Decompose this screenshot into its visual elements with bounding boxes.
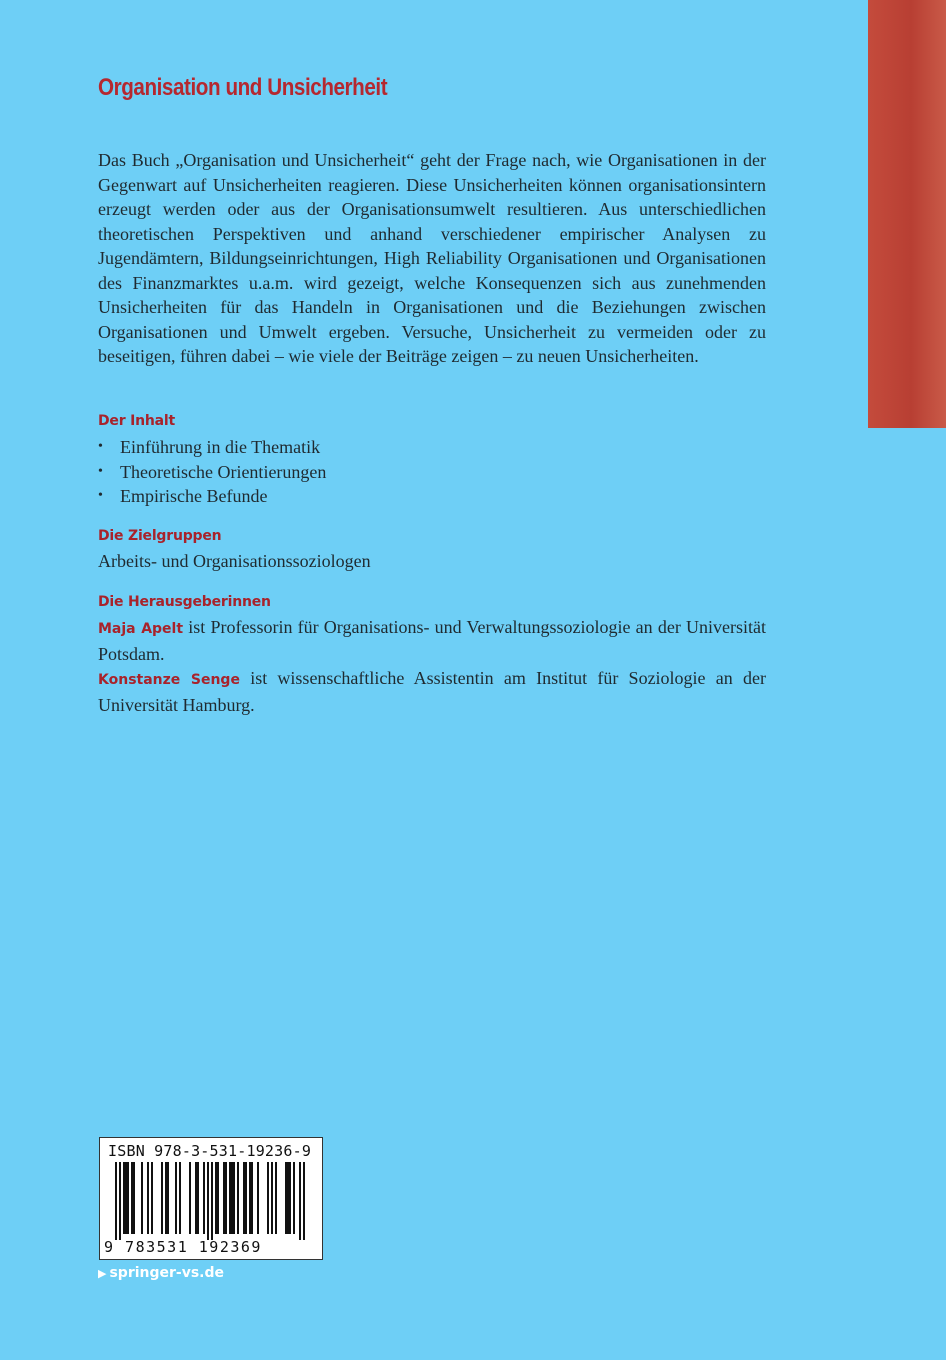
editor-name: Konstanze Senge xyxy=(98,672,240,688)
barcode-bar xyxy=(133,1162,135,1234)
list-item xyxy=(98,484,326,509)
editor-description: ist Professorin für Organisations- und Verwaltungssoziologie an der Universität Potsdam. xyxy=(98,617,767,664)
barcode-bar xyxy=(119,1162,121,1240)
list-item-text: Einführung in die Thematik xyxy=(120,437,321,457)
red-spine-band xyxy=(868,0,946,428)
isbn-label: ISBN 978-3-531-19236-9 xyxy=(108,1142,312,1160)
list-item-text: Empirische Befunde xyxy=(120,486,268,506)
audience-text: Arbeits- und Organisationssoziologen xyxy=(98,551,371,571)
editors-section xyxy=(98,615,766,717)
barcode-bar xyxy=(167,1162,169,1234)
book-title: Organisation und Unsicherheit xyxy=(98,74,388,101)
barcode-digits: 9 783531 192369 xyxy=(104,1238,262,1256)
publisher-url: springer-vs.de xyxy=(109,1265,225,1281)
barcode-bar xyxy=(141,1162,143,1234)
barcode-bar xyxy=(175,1162,177,1234)
barcode-bar xyxy=(275,1162,277,1234)
barcode-bar xyxy=(151,1162,153,1234)
contents-list xyxy=(98,435,326,509)
barcode-bar xyxy=(127,1162,129,1234)
list-item xyxy=(98,460,326,485)
barcode-bar xyxy=(267,1162,269,1234)
barcode-bar xyxy=(303,1162,305,1240)
barcode-bar xyxy=(215,1162,217,1234)
bullet-icon: • xyxy=(98,463,103,479)
barcode-bar xyxy=(189,1162,191,1234)
arrow-right-icon: ▶ xyxy=(98,1267,107,1280)
list-item xyxy=(98,435,326,460)
barcode-bar xyxy=(179,1162,181,1234)
barcode-bar xyxy=(237,1162,239,1234)
publisher-link[interactable] xyxy=(98,1265,224,1281)
barcode-bar xyxy=(285,1162,287,1234)
editor-entry xyxy=(98,615,766,666)
editor-description: ist wissenschaftliche Assistentin am Institut für Soziologie an der Universität Hamburg. xyxy=(98,668,766,715)
barcode-bar xyxy=(233,1162,235,1234)
editor-name: Maja Apelt xyxy=(98,621,184,637)
barcode-bar xyxy=(289,1162,291,1234)
barcode-bar xyxy=(195,1162,197,1234)
barcode-bar xyxy=(203,1162,205,1234)
isbn-barcode xyxy=(99,1137,323,1260)
list-item-text: Theoretische Orientierungen xyxy=(120,461,327,482)
barcode-bar xyxy=(271,1162,273,1234)
book-description: Das Buch „Organisation und Unsicherheit“ geht der Frage nach, wie Organisationen in der Gegenwart auf Unsicherheiten reagieren. Diese Unsicherheiten können organisationsintern erzeugt werden oder aus der Organisationsumwelt resultieren. Aus unterschiedlichen theoretischen Perspektiven und anhand verschiedener empirischer Analysen zu Jugendämtern, Bildungseinrichtungen, High Reliability Organisationen und Organisationen des Finanzmarktes u.a.m. wird gezeigt, welche Konsequenzen sich aus zunehmenden Unsicherheiten für das Handeln in Organisationen und die Beziehungen zwischen Organisationen und Umwelt ergeben. Versuche, Unsicherheit zu vermeiden oder zu beseitigen, führen dabei – wie viele der Beiträge zeigen – zu neuen Unsicherheiten. xyxy=(98,150,766,366)
barcode-bar xyxy=(123,1162,125,1234)
barcode-bar xyxy=(223,1162,225,1234)
contents-heading: Der Inhalt xyxy=(98,413,175,429)
barcode-bar xyxy=(257,1162,259,1234)
barcode-bar xyxy=(231,1162,233,1234)
barcode-bar xyxy=(251,1162,253,1234)
barcode-bar xyxy=(207,1162,209,1240)
barcode-bar xyxy=(217,1162,219,1234)
editors-heading: Die Herausgeberinnen xyxy=(98,594,271,610)
audience-heading: Die Zielgruppen xyxy=(98,528,222,544)
barcode-bar xyxy=(249,1162,251,1234)
barcode-bars xyxy=(104,1162,316,1240)
barcode-bar xyxy=(197,1162,199,1234)
barcode-bar xyxy=(245,1162,247,1234)
barcode-bar xyxy=(161,1162,163,1234)
barcode-bar xyxy=(125,1162,127,1234)
bullet-icon: • xyxy=(98,488,103,503)
barcode-bar xyxy=(287,1162,289,1234)
barcode-bar xyxy=(229,1162,231,1234)
barcode-bar xyxy=(211,1162,213,1240)
barcode-bar xyxy=(225,1162,227,1234)
editor-entry xyxy=(98,666,766,717)
barcode-bar xyxy=(293,1162,295,1234)
barcode-bar xyxy=(299,1162,301,1240)
barcode-bar xyxy=(165,1162,167,1234)
barcode-bar xyxy=(147,1162,149,1234)
barcode-bar xyxy=(131,1162,133,1234)
barcode-bar xyxy=(115,1162,117,1240)
barcode-bar xyxy=(243,1162,245,1234)
bullet-icon: • xyxy=(98,439,103,454)
